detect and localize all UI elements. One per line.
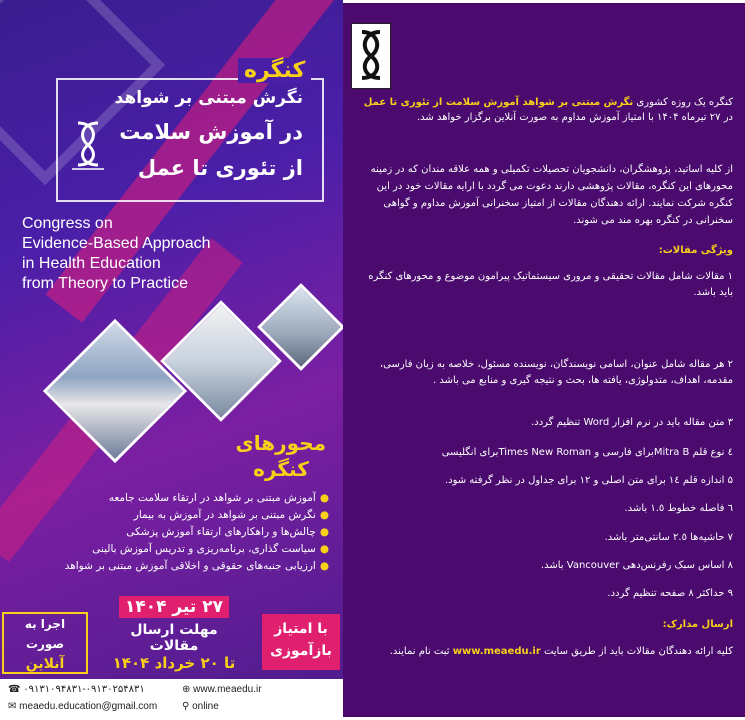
online-badge-line: آنلاین [25,656,65,672]
topic-item [29,507,329,524]
bullet-icon: ● [319,509,329,521]
email-link[interactable]: meaedu.education@gmail.com [19,701,158,712]
feature-item: ۲ هر مقاله شامل عنوان، اسامی نویسندگان، نویسنده مسئول، خلاصه به زبان فارسی، مقدمه، اهداف، متدولوژی، یافته ها، بحث و نتیجه گیری و منابع می باشد . [379,359,733,386]
phone-number: ۰۹۱۳۱۰۹۴۸۳۱-۰۹۱۳۰۲۵۴۸۳۱ [23,684,145,695]
title-en-line: Congress on [22,215,113,232]
intro-paragraph [353,95,733,125]
mail-icon: ✉ [8,701,20,712]
congress-label: کنگره [238,58,311,83]
phone-icon: ☎ [8,684,24,695]
location-pin-icon: ⚲ [182,701,193,712]
topic-item [29,490,329,507]
cme-badge [262,614,340,670]
deadline-label: مهلت ارسال مقالات [130,622,218,654]
title-en-line: in Health Education [22,255,161,272]
feature-item: ٦ فاصله خطوط ١.٥ باشد. [624,503,733,514]
online-contact [182,701,219,712]
info-panel [343,3,745,717]
topics-heading [236,430,326,482]
topic-text: آموزش مبتنی بر شواهد در ارتقاء سلامت جامعه [108,492,316,504]
submit-text: کلیه ارائه دهندگان مقالات باید از طریق سایت [540,646,733,657]
submit-site-link[interactable]: www.meaedu.ir [452,646,541,657]
topics-list [29,490,329,575]
features-heading: ویژگی مقالات: [658,245,733,256]
congress-poster [0,0,343,720]
invitation-paragraph: از کلیه اساتید، پژوهشگران، دانشجویان تحصیلات تکمیلی و همه علاقه مندان که در زمینه محورهای این کنگره، مقالات پژوهشی دارند دعوت می گردد با ارایه مقالات خود در این کنگره شرکت نمایند. ارائه دهندگان مقالات از امتیاز سخنرانی آموزش مداوم و گواهی سخنرانی در کنگره بهره مند می شوند. [370,164,733,226]
online-text: online [192,701,219,712]
feature-item: ۷ حاشیه‌ها ٢.٥ سانتی‌متر باشد. [604,532,733,543]
title-fa-line-3: از تئوری تا عمل [137,156,303,180]
association-logo [351,23,391,89]
feature-item: ٤ نوع قلم Mitra Bبرای فارسی و Times New Romanبرای انگلیسی [441,447,733,458]
cme-badge-line: بازآموزی [270,643,332,659]
association-logo [64,115,112,173]
topic-text: نگرش مبتنی بر شواهد در آموزش به بیمار [133,509,316,521]
deadline-value: تا ۲۰ خرداد ۱۴۰۴ [112,654,236,672]
submit-heading: ارسال مدارک: [662,619,733,630]
title-fa-line-2: در آموزش سلامت [119,120,303,144]
event-dates [104,596,244,672]
topic-item [29,524,329,541]
feature-item: ۱ مقالات شامل مقالات تحقیقی و مروری سیستماتیک پیرامون موضوع و محورهای کنگره باید باشد. [368,271,733,298]
globe-icon: ⊕ [182,684,194,695]
feature-item: ۹ حداکثر ۸ صفحه تنظیم گردد. [607,588,733,599]
intro-text: در ۲۷ تیرماه ۱۴۰۴ با امتیاز آموزش مداوم به صورت آنلاین برگزار خواهد شد. [416,112,733,123]
event-date: ۲۷ تیر ۱۴۰۴ [119,596,229,618]
website-link[interactable]: www.meaedu.ir [193,684,262,695]
intro-text: کنگره یک روزه کشوری [633,97,733,108]
congress-name-highlight: نگرش مبتنی بر شواهد آموزش سلامت از تئوری تا عمل [363,97,634,108]
online-badge-line: اجرا به صورت [24,617,66,651]
cme-badge-line: با امتیاز [274,621,328,637]
email-contact[interactable] [8,701,157,712]
topics-heading-line: کنگره [253,457,309,481]
bullet-icon: ● [319,492,329,504]
topic-text: چالش‌ها و راهکارهای ارتقاء آموزش پزشکی [126,526,316,538]
bullet-icon: ● [319,526,329,538]
feature-item: ۵ اندازه قلم ١٤ برای متن اصلی و ۱۲ برای جداول در نظر گرفته شود. [444,475,733,486]
title-en-line: from Theory to Practice [22,275,188,292]
topic-text: سیاست گذاری، برنامه‌ریزی و تدریس آموزش بالینی [92,543,316,555]
online-badge [2,612,88,674]
contact-bar [0,679,343,720]
topics-heading-line: محورهای [235,431,326,455]
title-en-line: Evidence-Based Approach [22,235,211,252]
title-english [22,214,302,294]
title-fa-line-1: نگرش مبتنی بر شواهد [114,88,303,108]
submit-text: ثبت نام نمایند. [389,646,453,657]
feature-item: ۳ متن مقاله باید در نرم افزار Word تنظیم گردد. [531,417,733,428]
topic-text: ارزیابی جنبه‌های حقوقی و اخلاقی آموزش مبتنی بر شواهد [64,560,316,572]
topic-item [29,558,329,575]
phone-contact [8,684,145,695]
bullet-icon: ● [319,543,329,555]
bullet-icon: ● [319,560,329,572]
topic-item [29,541,329,558]
submit-paragraph [353,644,733,659]
website-contact[interactable] [182,684,262,695]
feature-item: ۸ اساس سبک رفرنس‌دهی Vancouver باشد. [540,560,733,571]
